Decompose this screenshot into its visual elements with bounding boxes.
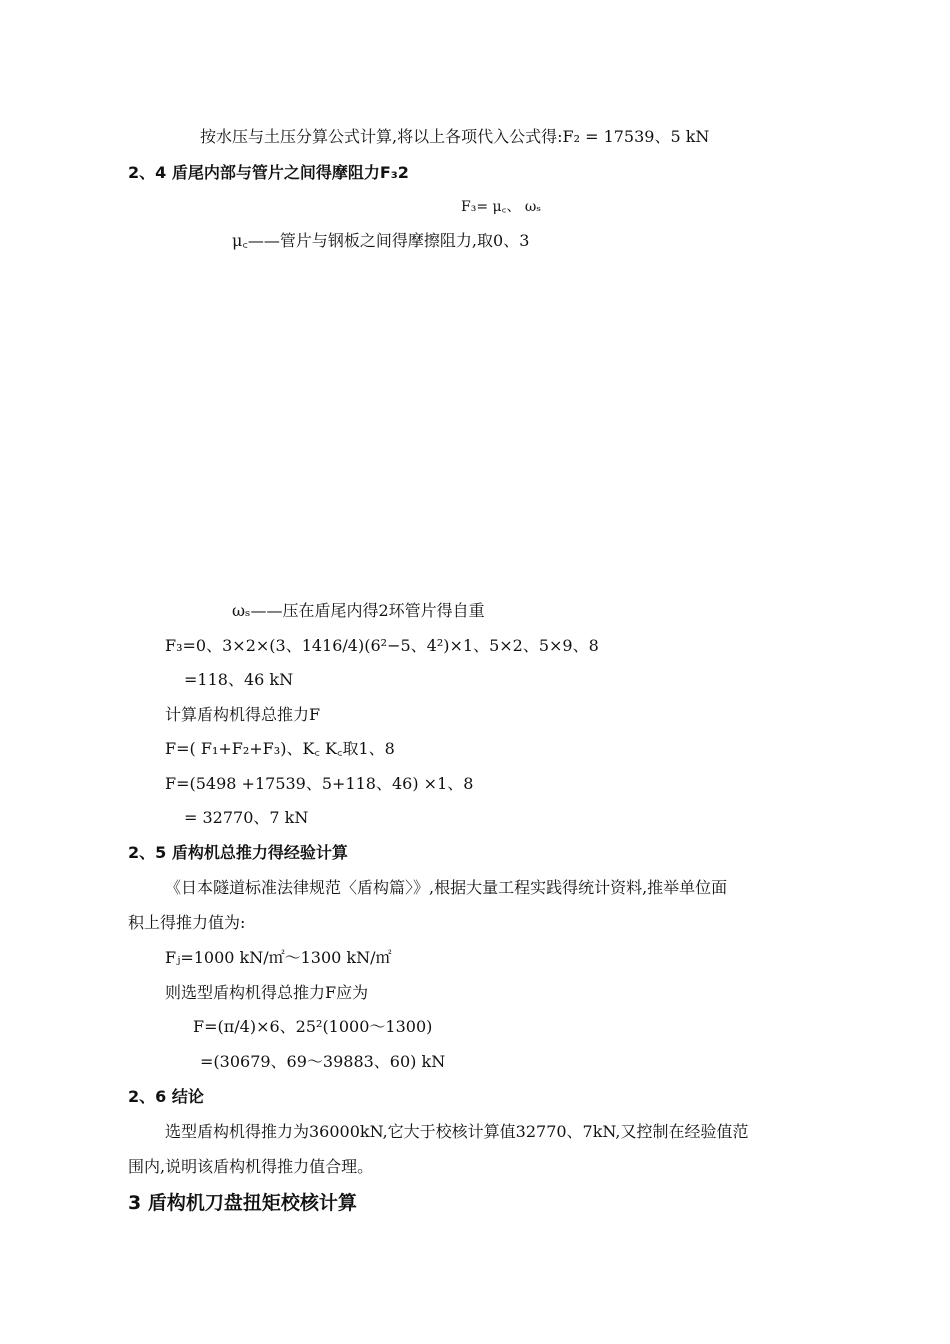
formula-selected-thrust-result: =(30679、69～39883、60) kN <box>200 1052 446 1071</box>
chapter-heading-3: 3 盾构机刀盘扭矩校核计算 <box>128 1192 357 1214</box>
formula-total-thrust-result: = 32770、7 kN <box>184 808 309 827</box>
definition-mu-c: μ꜀——管片与钢板之间得摩擦阻力,取0、3 <box>232 231 530 250</box>
formula-f3-expanded: F₃=0、3×2×(3、1416/4)(6²−5、4²)×1、5×2、5×9、8 <box>165 636 599 655</box>
formula-f2-result: 按水压与土压分算公式计算,将以上各项代入公式得:F₂ = 17539、5 kN <box>200 127 710 146</box>
section-heading-2-4: 2、4 盾尾内部与管片之间得摩阻力F₃2 <box>128 163 409 182</box>
paragraph-conclusion-line1: 选型盾构机得推力为36000kN,它大于校核计算值32770、7kN,又控制在经验值范 <box>165 1122 749 1141</box>
formula-f3-result: =118、46 kN <box>184 670 294 689</box>
section-heading-2-5: 2、5 盾构机总推力得经验计算 <box>128 843 348 862</box>
section-heading-2-6: 2、6 结论 <box>128 1087 204 1106</box>
definition-omega-s: ωₛ——压在盾尾内得2环管片得自重 <box>232 601 485 620</box>
paragraph-selected-thrust: 则选型盾构机得总推力F应为 <box>165 983 369 1002</box>
formula-f3: F₃= μ꜀、 ωₛ <box>461 199 542 215</box>
paragraph-conclusion-line2: 围内,说明该盾构机得推力值合理。 <box>128 1157 374 1176</box>
paragraph-total-thrust: 计算盾构机得总推力F <box>165 705 321 724</box>
paragraph-standard-line1: 《日本隧道标准法律规范〈盾构篇〉》,根据大量工程实践得统计资料,推举单位面 <box>165 878 728 897</box>
formula-fj: Fⱼ=1000 kN/㎡～1300 kN/㎡ <box>165 948 392 967</box>
formula-total-thrust: F=( F₁+F₂+F₃)、K꜀ K꜀取1、8 <box>165 739 395 758</box>
paragraph-standard-line2: 积上得推力值为: <box>128 913 246 932</box>
formula-selected-thrust: F=(π/4)×6、25²(1000～1300) <box>193 1017 433 1036</box>
formula-total-thrust-values: F=(5498 +17539、5+118、46) ×1、8 <box>165 774 474 793</box>
